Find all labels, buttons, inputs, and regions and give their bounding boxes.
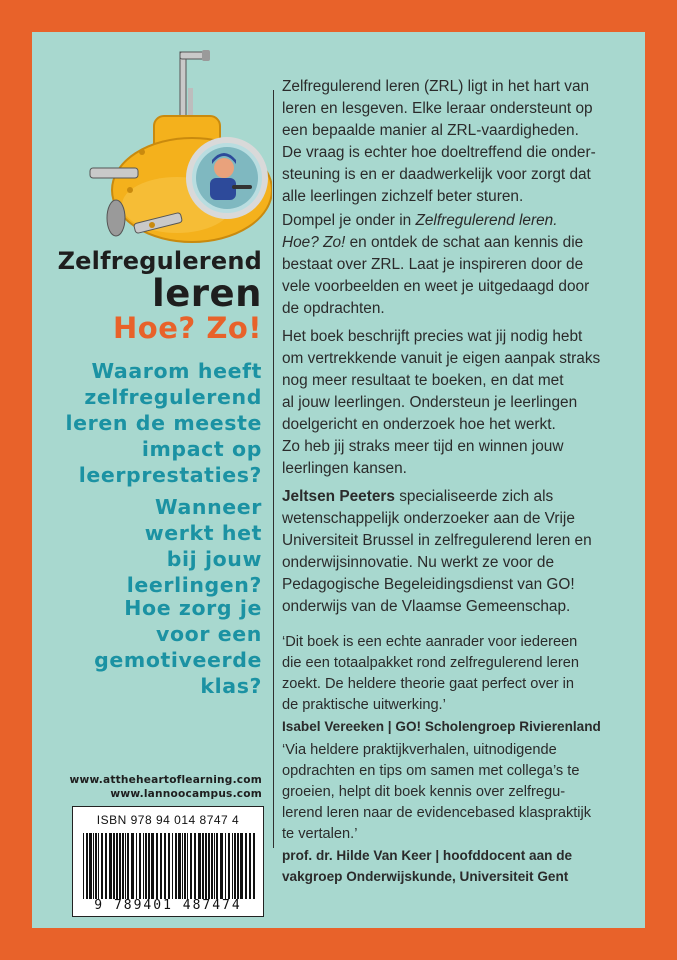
barcode-bar [205, 833, 207, 899]
barcode-bar [232, 833, 233, 899]
barcode-bar [151, 833, 154, 899]
submarine-illustration [82, 40, 272, 255]
barcode-bar [83, 833, 84, 899]
title-line-zelfregulerend: Zelfregulerend [57, 247, 262, 275]
column-divider [273, 90, 274, 848]
barcode-bar [172, 833, 173, 899]
barcode-bar [225, 833, 226, 899]
barcode-bar [145, 833, 147, 899]
barcode-bar [139, 833, 141, 899]
barcode-bar [194, 833, 196, 899]
barcode-bar [168, 833, 170, 899]
barcode-bar [86, 833, 88, 899]
isbn-label: ISBN 978 94 014 8747 4 [96, 813, 240, 827]
barcode-bar [116, 833, 118, 899]
intro-paragraph: Zelfregulerend leren (ZRL) ligt in het hart van leren en lesgeven. Elke leraar ondersteunt op een bepaalde manier al ZRL-vaardigheden. De vraag is echter hoe doeltreffend die onder- steuning is en er daadwerkelijk voor zorgt dat alle leerlingen zichzelf beter sturen. [282, 78, 596, 205]
barcode-bar [211, 833, 213, 899]
barcode-bar [178, 833, 181, 899]
question-3: Hoe zorg je voor een gemotiveerde klas? [94, 596, 262, 698]
barcode-bar [160, 833, 162, 899]
barcode-bar [93, 833, 94, 899]
barcode-bar [208, 833, 210, 899]
title-line-hoe-zo [54, 311, 262, 345]
title-line-leren: leren [152, 272, 262, 315]
back-cover-panel [32, 32, 645, 928]
barcode-bars [81, 833, 257, 899]
barcode-bar [148, 833, 150, 899]
author-bio: Jeltsen Peeters specialiseerde zich als wetenschappelijk onderzoeker aan de Vrije Universiteit Brussel in zelfregulerend leren en onderwijsinnovatie. Nu werkt ze voor de Pedagogische Begeleidingsdienst van GO! onderwijs van de Vlaamse Gemeenschap. [282, 488, 592, 615]
barcode-bar [125, 833, 126, 899]
barcode-bar [214, 833, 215, 899]
barcode-bar [190, 833, 192, 899]
barcode-bar [253, 833, 255, 899]
ean-number: 9 789401 487474 [94, 898, 242, 913]
barcode-bar [245, 833, 247, 899]
quote-attribution: Isabel Vereeken | GO! Scholengroep Rivierenland [282, 719, 601, 734]
dompel-paragraph: Dompel je onder in Zelfregulerend leren. Hoe? Zo! en ontdek de schat aan kennis die bestaat over ZRL. Laat je inspireren door de vele voorbeelden en weet je uitgedaagd door de opdrachten. [282, 212, 590, 317]
barcode-bar [187, 833, 188, 899]
description-paragraph: Het boek beschrijft precies wat jij nodig hebt om vertrekkende vanuit je eigen aanpak straks nog meer resultaat te boeken, en dat met al jouw leerlingen. Ondersteun je leerlingen doelgericht en onderzoek hoe het werkt. Zo heb jij straks meer tijd en winnen jouw leerlingen kansen. [282, 328, 601, 477]
barcode-bar [136, 833, 137, 899]
barcode-bar [228, 833, 230, 899]
barcode-bar [198, 833, 201, 899]
barcode-bar [143, 833, 144, 899]
barcode-bar [164, 833, 166, 899]
barcode-bar [101, 833, 103, 899]
barcode-bar [175, 833, 177, 899]
review-quote-2: ‘Via heldere praktijkverhalen, uitnodigende opdrachten en tips om samen met collega’s te groeien, helpt dit boek kennis over zelfregu- lerend leren naar de evidencebased klaspraktijk te vertalen.’ prof. dr. Hilde Van Keer | hoofddocent aan de vakgroep Onderwijskunde, Universiteit Gent [282, 740, 627, 887]
barcode-bar [237, 833, 239, 899]
barcode-bar [119, 833, 121, 899]
question-2: Wanneer werkt het bij jouw leerlingen? [126, 495, 262, 597]
barcode-bar [109, 833, 112, 899]
quote-attribution-line-2: vakgroep Onderwijskunde, Universiteit Gent [282, 869, 569, 884]
barcode-bar [122, 833, 124, 899]
barcode-bar [98, 833, 99, 899]
barcode-bar [89, 833, 92, 899]
barcode-bar [220, 833, 223, 899]
url-lannoocampus[interactable]: www.lannoocampus.com [110, 788, 262, 800]
barcode-bar [156, 833, 158, 899]
review-quote-1: ‘Dit boek is een echte aanrader voor iedereen die een totaalpakket rond zelfregulerend leren zoekt. De heldere theorie gaat perfect over in de praktische uitwerking.’ Isabel Vereeken | GO! Scholengroep Rivierenland [282, 632, 627, 737]
url-attheheartoflearning[interactable]: www.attheheartoflearning.com [69, 774, 262, 786]
barcode-bar [95, 833, 97, 899]
barcode-bar [131, 833, 134, 899]
barcode-bar [202, 833, 204, 899]
barcode-bar [234, 833, 236, 899]
question-1: Waarom heeft zelfregulerend leren de meeste impact op leerprestaties? [65, 359, 262, 487]
barcode-bar [184, 833, 186, 899]
quote-attribution: prof. dr. Hilde Van Keer | hoofddocent aan de [282, 848, 573, 863]
barcode-bar [249, 833, 251, 899]
barcode-bar [182, 833, 183, 899]
barcode-bar [216, 833, 218, 899]
title-hoe: Hoe? [113, 311, 196, 345]
barcode-bar [240, 833, 243, 899]
title-zo: Zo! [206, 311, 262, 345]
isbn-barcode [72, 806, 264, 917]
barcode-bar [113, 833, 115, 899]
author-name: Jeltsen Peeters [282, 488, 395, 505]
barcode-bar [105, 833, 107, 899]
barcode-bar [127, 833, 129, 899]
